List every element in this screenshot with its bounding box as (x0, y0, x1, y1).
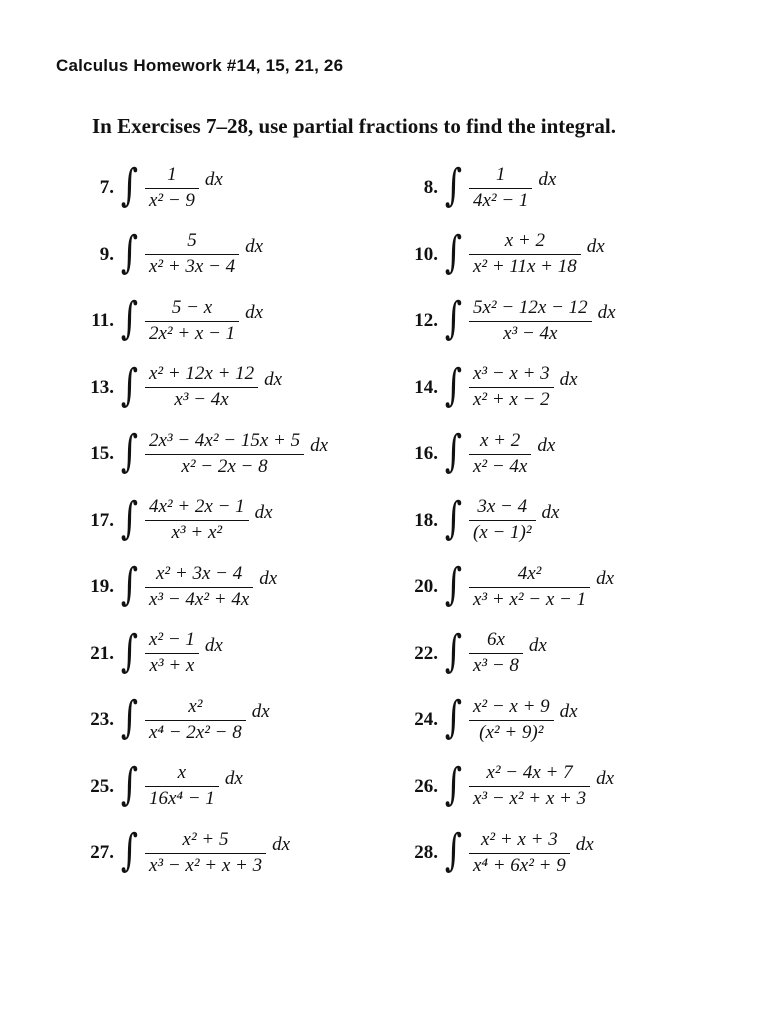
integral-sign-icon: ∫ (120, 492, 139, 544)
fraction-numerator: x² (188, 695, 203, 717)
exercise-number: 17. (90, 509, 114, 531)
exercise-number: 19. (90, 576, 114, 597)
fraction-numerator: 3x − 4 (477, 496, 528, 518)
fraction-denominator: x³ + x (145, 653, 199, 677)
integral-sign-icon: ∫ (444, 625, 463, 677)
fraction-denominator: 16x⁴ − 1 (145, 786, 219, 810)
fraction-numerator: 5 (187, 230, 197, 252)
exercise-item (392, 690, 578, 750)
differential-dx: dx (575, 834, 594, 855)
fraction (145, 697, 246, 744)
exercise-item (68, 557, 277, 617)
fraction-denominator: x³ − x² + x + 3 (145, 853, 266, 877)
exercise-item (392, 491, 559, 551)
integral-sign-icon: ∫ (120, 160, 139, 211)
integral-sign-icon: ∫ (120, 293, 139, 344)
integral-sign-icon: ∫ (120, 692, 139, 743)
exercise-number: 23. (90, 709, 114, 730)
integral-sign-icon: ∫ (444, 492, 463, 544)
fraction-numerator: x + 2 (504, 230, 545, 252)
fraction-denominator: 4x² − 1 (469, 188, 532, 212)
fraction (469, 763, 590, 810)
differential-dx: dx (538, 169, 557, 190)
differential-dx: dx (204, 169, 223, 190)
fraction-denominator: x² − 4x (469, 454, 531, 478)
fraction (469, 231, 581, 278)
fraction (145, 564, 253, 611)
exercise-item (392, 757, 614, 817)
fraction-numerator: 6x (486, 629, 505, 651)
fraction (145, 431, 304, 478)
differential-dx: dx (596, 568, 615, 589)
differential-dx: dx (597, 302, 616, 323)
fraction-numerator: x² − 1 (148, 629, 195, 651)
exercise-item (392, 158, 556, 218)
exercise-item (68, 757, 243, 817)
exercise-number: 9. (99, 243, 114, 265)
fraction-numerator: 1 (495, 163, 506, 185)
integral-sign-icon: ∫ (444, 559, 463, 610)
integral-sign-icon: ∫ (444, 359, 463, 411)
fraction-numerator: 4x² (517, 562, 542, 584)
exercise-item (68, 823, 290, 883)
fraction-denominator: x² + x − 2 (469, 387, 554, 411)
exercise-number: 27. (90, 842, 114, 863)
fraction (469, 364, 554, 411)
fraction (145, 165, 199, 212)
fraction (145, 497, 249, 544)
exercise-item (68, 690, 270, 750)
integral-sign-icon: ∫ (444, 426, 463, 477)
fraction (469, 630, 523, 677)
fraction-denominator: (x − 1)² (469, 520, 536, 544)
differential-dx: dx (259, 568, 278, 589)
fraction-denominator: 2x² + x − 1 (145, 321, 239, 345)
fraction-numerator: x + 2 (480, 429, 521, 451)
integral-sign-icon: ∫ (120, 758, 139, 810)
fraction (469, 165, 532, 212)
exercise-number: 18. (414, 509, 438, 531)
fraction (145, 298, 239, 345)
instructions: In Exercises 7–28, use partial fractions to find the integral. (92, 114, 616, 138)
fraction-denominator: x² − 9 (145, 188, 199, 212)
fraction (469, 298, 592, 345)
integral-sign-icon: ∫ (120, 625, 139, 677)
integral-sign-icon: ∫ (120, 825, 139, 876)
fraction (469, 564, 590, 611)
exercise-item (68, 358, 282, 418)
exercise-number: 16. (414, 443, 438, 464)
exercise-number: 25. (90, 775, 114, 797)
fraction-numerator: x² + 5 (182, 828, 229, 850)
fraction-numerator: x (177, 762, 187, 784)
fraction (469, 497, 536, 544)
exercise-item (68, 158, 223, 218)
fraction-numerator: x² − x + 9 (472, 695, 550, 717)
exercise-item (68, 624, 223, 684)
integral-sign-icon: ∫ (120, 426, 139, 477)
fraction-denominator: x³ + x² − x − 1 (469, 587, 590, 611)
differential-dx: dx (251, 701, 270, 722)
fraction-denominator: x⁴ − 2x² − 8 (145, 720, 246, 744)
page-heading: Calculus Homework #14, 15, 21, 26 (56, 56, 344, 75)
exercise-item (68, 424, 328, 484)
differential-dx: dx (586, 235, 605, 257)
fraction-denominator: (x² + 9)² (469, 720, 554, 744)
fraction (145, 830, 266, 877)
exercise-item (68, 491, 273, 551)
differential-dx: dx (254, 501, 273, 523)
exercise-item (392, 823, 594, 883)
exercise-item (392, 358, 578, 418)
differential-dx: dx (204, 634, 223, 656)
exercise-item (392, 424, 555, 484)
exercise-number: 26. (414, 775, 438, 797)
fraction-numerator: 2x³ − 4x² − 15x + 5 (148, 429, 301, 451)
exercise-number: 28. (414, 842, 438, 863)
differential-dx: dx (224, 767, 243, 789)
exercise-item (392, 291, 616, 351)
fraction (145, 364, 258, 411)
exercise-number: 24. (414, 709, 438, 730)
exercise-number: 8. (423, 177, 438, 198)
fraction-numerator: x² + 3x − 4 (156, 562, 243, 584)
fraction-denominator: x³ − 4x (145, 387, 258, 411)
differential-dx: dx (559, 368, 578, 390)
fraction-numerator: x³ − x + 3 (472, 363, 550, 385)
differential-dx: dx (245, 302, 264, 323)
fraction-denominator: x⁴ + 6x² + 9 (469, 853, 570, 877)
fraction-numerator: 5 − x (171, 296, 213, 318)
differential-dx: dx (596, 767, 615, 789)
integral-sign-icon: ∫ (120, 559, 139, 610)
fraction-numerator: x² + 12x + 12 (148, 363, 255, 385)
exercise-number: 12. (414, 310, 438, 331)
exercise-item (392, 624, 547, 684)
exercise-item (68, 291, 263, 351)
fraction (145, 630, 199, 677)
fraction (145, 763, 219, 810)
differential-dx: dx (537, 435, 556, 456)
fraction-denominator: x³ − 4x (469, 321, 592, 345)
differential-dx: dx (541, 501, 560, 523)
fraction-numerator: x² − 4x + 7 (486, 762, 573, 784)
integral-sign-icon: ∫ (120, 359, 139, 411)
differential-dx: dx (528, 634, 547, 656)
fraction-numerator: 1 (167, 163, 177, 185)
fraction-numerator: 4x² + 2x − 1 (148, 496, 245, 518)
fraction-denominator: x² − 2x − 8 (145, 454, 304, 478)
fraction-numerator: x² + x + 3 (480, 828, 558, 850)
exercise-number: 15. (90, 443, 114, 464)
exercise-number: 10. (414, 243, 438, 265)
integral-sign-icon: ∫ (444, 758, 463, 810)
exercise-number: 21. (90, 642, 114, 664)
exercise-item (392, 225, 605, 285)
exercise-number: 14. (414, 376, 438, 398)
fraction-denominator: x² + 11x + 18 (469, 254, 581, 278)
integral-sign-icon: ∫ (444, 293, 463, 344)
exercise-number: 20. (414, 576, 438, 597)
fraction-denominator: x² + 3x − 4 (145, 254, 239, 278)
fraction-denominator: x³ − x² + x + 3 (469, 786, 590, 810)
fraction (145, 231, 239, 278)
fraction-denominator: x³ + x² (145, 520, 249, 544)
exercise-item (392, 557, 614, 617)
integral-sign-icon: ∫ (444, 825, 463, 876)
exercise-number: 7. (99, 177, 114, 198)
integral-sign-icon: ∫ (444, 692, 463, 743)
integral-sign-icon: ∫ (120, 226, 139, 278)
fraction (469, 830, 570, 877)
fraction (469, 431, 531, 478)
integral-sign-icon: ∫ (444, 160, 463, 211)
exercise-number: 13. (90, 376, 114, 398)
differential-dx: dx (310, 435, 329, 456)
differential-dx: dx (264, 368, 283, 390)
exercise-item (68, 225, 263, 285)
fraction-numerator: 5x² − 12x − 12 (472, 296, 588, 318)
differential-dx: dx (559, 701, 578, 722)
fraction-denominator: x³ − 8 (469, 653, 523, 677)
fraction (469, 697, 554, 744)
fraction-denominator: x³ − 4x² + 4x (145, 587, 253, 611)
differential-dx: dx (272, 834, 291, 855)
exercise-number: 11. (91, 310, 114, 331)
differential-dx: dx (245, 235, 264, 257)
exercise-number: 22. (414, 642, 438, 664)
integral-sign-icon: ∫ (444, 226, 463, 278)
